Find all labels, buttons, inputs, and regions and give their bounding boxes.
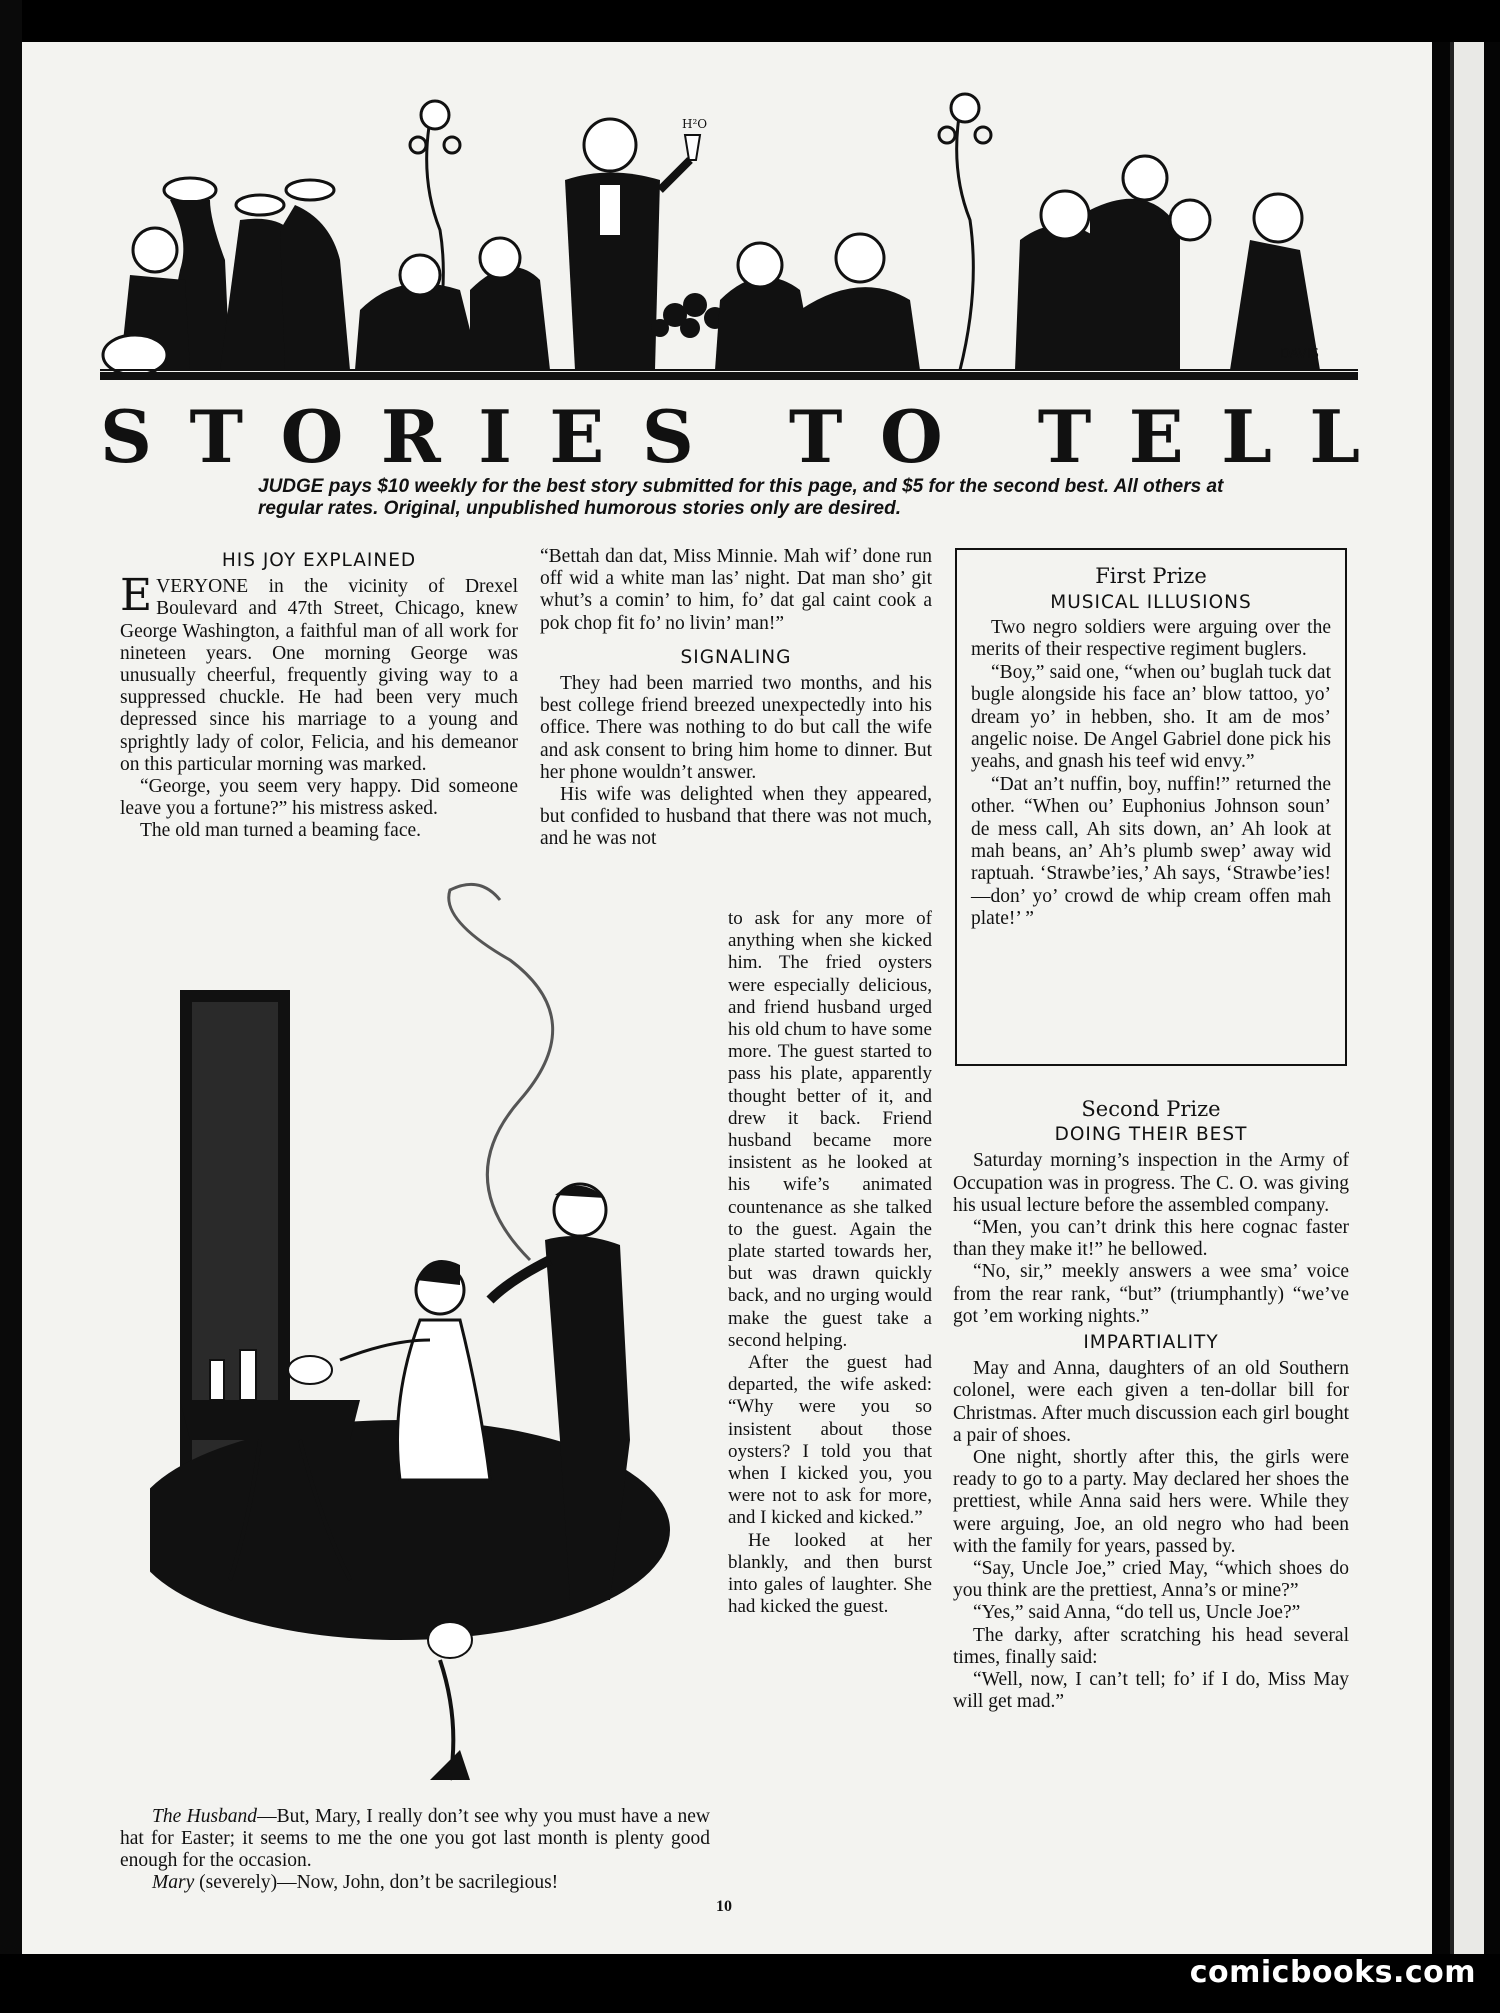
story-paragraph: May and Anna, daughters of an old Southern colonel, were each given a ten-dollar bill for Christmas. After much discussion each girl bought a pair of shoes. <box>953 1358 1349 1446</box>
caption-speaker: Mary <box>152 1872 195 1893</box>
page-title <box>100 393 1360 479</box>
water-glass-label: H²O <box>682 117 708 131</box>
story-heading: SIGNALING <box>680 646 792 668</box>
story-heading: MUSICAL ILLUSIONS <box>1050 592 1252 613</box>
magazine-name: JUDGE <box>258 476 324 497</box>
story-paragraph: to ask for any more of anything when she kicked him. The fried oysters were especially delicious, and friend husband urged his old chum to have some more. The guest started to pass his plate, apparently thought better of it, and drew it back. Friend husband became more insistent as he looked at his wife’s animated countenance as she talked to the guest. Again the plate started towards her, but was drawn quickly back, and no urging would make the guest take a second helping. <box>728 908 932 1351</box>
title-letter: T <box>1037 393 1092 479</box>
story-heading: IMPARTIALITY <box>1083 1332 1219 1354</box>
title-letter: I <box>478 393 512 479</box>
header-rule <box>100 372 1358 380</box>
contest-notice <box>258 476 1258 520</box>
illustration-caption <box>120 1806 710 1894</box>
story-paragraph: The darky, after scratching his head several times, finally said: <box>953 1624 1349 1668</box>
caption-line <box>120 1806 710 1872</box>
story-paragraph: “Yes,” said Anna, “do tell us, Uncle Joe?” <box>973 1602 1301 1624</box>
story-paragraph: Saturday morning’s inspection in the Army of Occupation was in progress. The C. O. was giving his usual lecture before the assembled company. <box>953 1150 1349 1216</box>
story-paragraph: “Bettah dan dat, Miss Minnie. Mah wif’ done run off wid a white man las’ night. Dat man sho’ git whut’s a comin’ to him, fo’ dat gal caint cook a pok chop fit fo’ no livin’ man!” <box>540 546 932 634</box>
prize-label: First Prize <box>1095 564 1207 588</box>
story-paragraph: “Dat an’t nuffin, boy, nuffin!” returned the other. “When ou’ Euphonius Johnson soun’ de mess call, Ah sits down, an’ Ah look at mah beans, an’ Ah’s plumb swep’ away wid raptuah. ‘Strawbe’ies,’ Ah says, ‘Strawbe’ies!—don’ yo’ crowd de whip cream offen mah plate!’ ” <box>971 773 1331 930</box>
adjacent-page-edge <box>1432 42 1500 1954</box>
title-letter: L <box>1309 393 1360 479</box>
story-paragraph: He looked at her blankly, and then burst into gales of laughter. She had kicked the guest. <box>728 1529 932 1618</box>
title-letter: T <box>189 393 244 479</box>
story-paragraph: “Say, Uncle Joe,” cried May, “which shoes do you think are the prettiest, Anna’s or mine?” <box>953 1558 1349 1602</box>
contest-notice-text: pays $10 weekly for the best story submitted for this page, and $5 for the second best. All others at regular rates. Original, unpublished humorous stories only are desired. <box>258 476 1224 519</box>
couple-illustration <box>150 880 710 1800</box>
title-letter: O <box>879 393 943 479</box>
title-letter: S <box>100 393 152 479</box>
story-paragraph: “No, sir,” meekly answers a wee sma’ voice from the rear rank, “but” (triumphantly) “we’ve got ’em working nights.” <box>953 1261 1349 1327</box>
title-letter: S <box>641 393 694 479</box>
column-1 <box>120 546 518 843</box>
story-paragraph: Two negro soldiers were arguing over the merits of their respective regiment buglers. <box>971 617 1331 661</box>
watermark: comicbooks.com <box>1189 1955 1476 1990</box>
story-paragraph: The old man turned a beaming face. <box>140 820 422 842</box>
caption-text: (severely)—Now, John, don’t be sacrilegious! <box>194 1872 559 1893</box>
title-letter: E <box>549 393 605 479</box>
story-paragraph: They had been married two months, and his best college friend breezed unexpectedly into his office. There was nothing to do but call the wife and ask consent to bring him home to dinner. But her phone wouldn’t answer. <box>540 673 932 783</box>
caption-line <box>120 1872 710 1894</box>
title-letter: L <box>1221 393 1272 479</box>
title-letter: E <box>1128 393 1184 479</box>
title-letter: R <box>380 393 441 479</box>
story-paragraph: “Men, you can’t drink this here cognac faster than they make it!” he bellowed. <box>953 1217 1349 1261</box>
story-paragraph: One night, shortly after this, the girls were ready to go to a party. May declared her shoes the prettiest, while Anna said hers were. While they were arguing, Joe, an old negro who had been with the family for years, passed by. <box>953 1447 1349 1557</box>
story-paragraph: “Well, now, I can’t tell; fo’ if I do, Miss May will get mad.” <box>953 1669 1349 1713</box>
artist-signature: DAVIS <box>1280 347 1319 362</box>
story-heading: DOING THEIR BEST <box>1054 1124 1248 1146</box>
title-letter: O <box>280 393 344 479</box>
story-paragraph <box>120 570 518 776</box>
first-prize-box <box>955 548 1347 1066</box>
title-letter: T <box>788 393 843 479</box>
drop-cap: E <box>120 570 153 622</box>
story-text: VERYONE in the vicinity of Drexel Boulevard and 47th Street, Chicago, knew George Washington, a faithful man of all work for nineteen years. One morning George was unusually cheerful, frequently giving way to a suppressed chuckle. He had been very much depressed since his marriage to a young and sprightly lady of color, Felicia, and his demeanor on this particular morning was marked. <box>120 576 518 775</box>
scan-border-left <box>0 0 22 2013</box>
story-paragraph: After the guest had departed, the wife asked: “Why were you so insistent about those oysters? I told you that when I kicked you, you were not to ask for more, and I kicked and kicked.” <box>728 1352 932 1529</box>
column-3 <box>953 1098 1349 1713</box>
caption-speaker: The Husband <box>152 1806 258 1827</box>
prize-label: Second Prize <box>1081 1097 1221 1121</box>
prize-story-body <box>971 617 1331 931</box>
caption-text: —But, Mary, I really don’t see why you must have a new hat for Easter; it seems to me the one you got last month is plenty good enough for the occasion. <box>120 1806 710 1871</box>
column-2-continuation <box>728 908 932 1619</box>
story-heading: HIS JOY EXPLAINED <box>221 550 417 571</box>
adjacent-page-sliver <box>1450 42 1484 1954</box>
story-paragraph: His wife was delighted when they appeared, but confided to husband that there was not much, and he was not <box>540 784 932 850</box>
column-2 <box>540 546 932 851</box>
page-number: 10 <box>716 1898 732 1915</box>
story-paragraph: “Boy,” said one, “when ou’ buglah tuck dat bugle alongside his face an’ blow tattoo, yo’ dream yo’ in hebben, sho. It am de mos’ angelic noise. De Angel Gabriel done pick his yeahs, and gnash his teef wid envy.” <box>971 661 1331 773</box>
story-paragraph: “George, you seem very happy. Did someone leave you a fortune?” his mistress asked. <box>120 776 518 820</box>
header-illustration <box>100 90 1358 380</box>
